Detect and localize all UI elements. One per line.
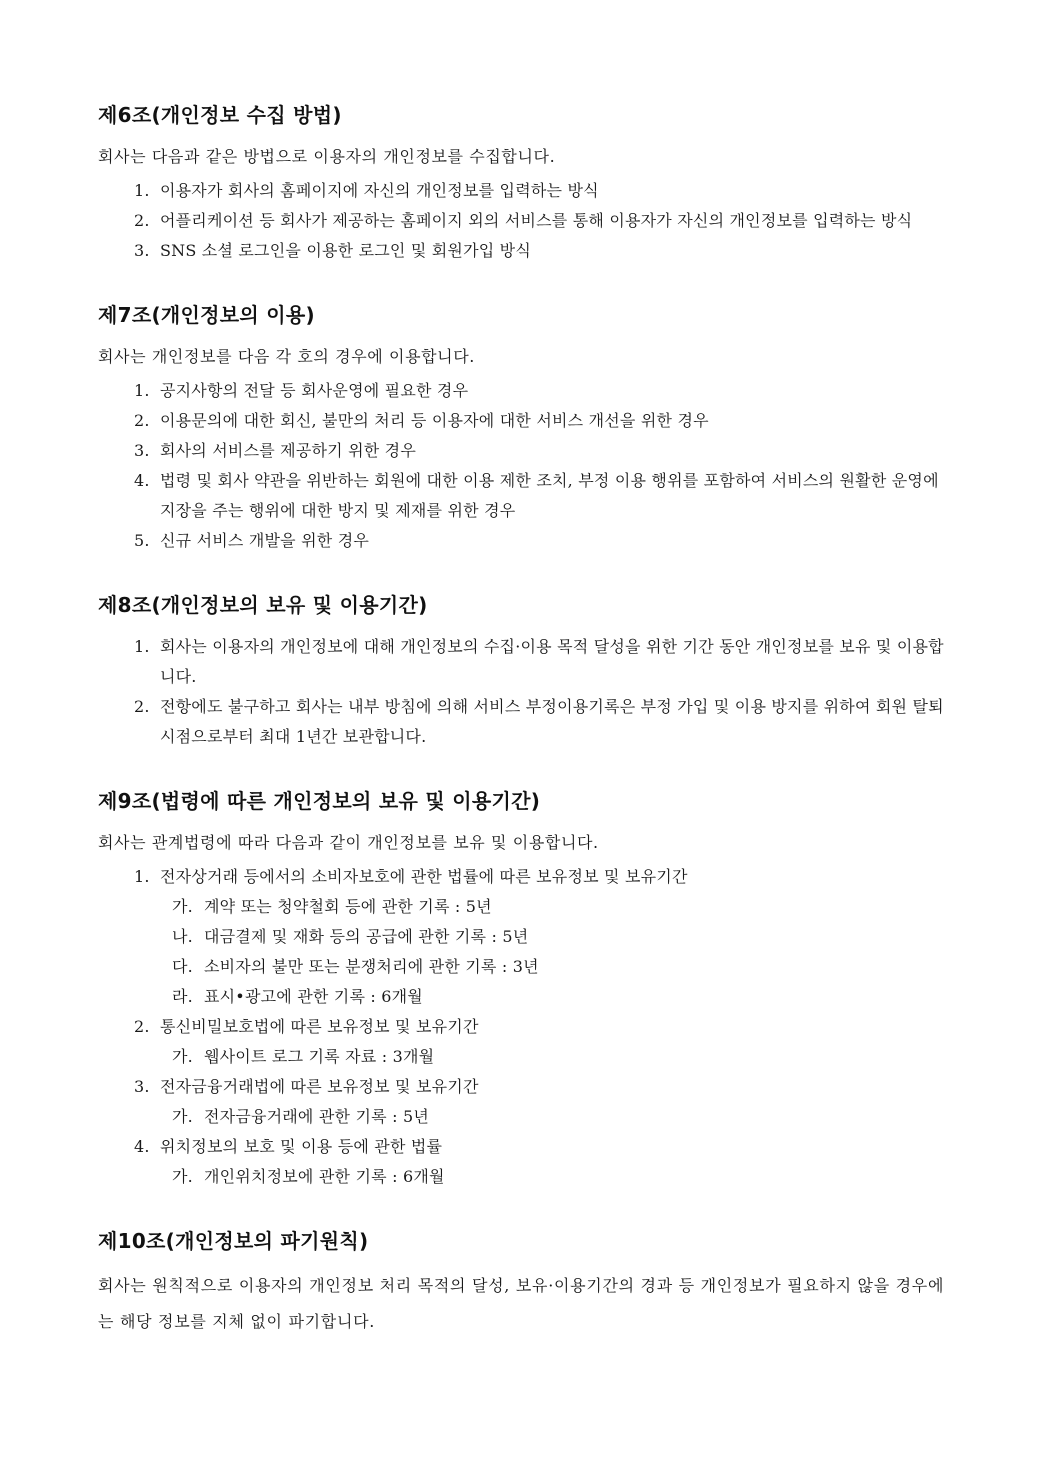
list-item <box>98 632 952 692</box>
sub-item-number: 가. <box>172 1107 193 1126</box>
sub-list-item <box>98 1162 952 1192</box>
sub-list-item <box>98 982 952 1012</box>
list-item <box>98 206 952 236</box>
article-paragraph: 회사는 원칙적으로 이용자의 개인정보 처리 목적의 달성, 보유·이용기간의 경과 등 개인정보가 필요하지 않을 경우에는 해당 정보를 지체 없이 파기합니다. <box>98 1276 945 1331</box>
sub-item-text: 표시•광고에 관한 기록 : 6개월 <box>204 987 423 1006</box>
list-item <box>98 1132 952 1162</box>
sub-list-item <box>98 1042 952 1072</box>
item-number: 2. <box>134 211 150 230</box>
article-10 <box>98 1226 952 1340</box>
item-number: 2. <box>134 411 150 430</box>
item-text: 신규 서비스 개발을 위한 경우 <box>160 531 370 550</box>
sub-item-number: 가. <box>172 897 193 916</box>
item-text: 법령 및 회사 약관을 위반하는 회원에 대한 이용 제한 조치, 부정 이용 행위를 포함하여 서비스의 원활한 운영에 지장을 주는 행위에 대한 방지 및 제재를 위한 경우 <box>160 471 939 520</box>
item-text: 이용문의에 대한 회신, 불만의 처리 등 이용자에 대한 서비스 개선을 위한 경우 <box>160 411 709 430</box>
item-text: 회사는 이용자의 개인정보에 대해 개인정보의 수집·이용 목적 달성을 위한 기간 동안 개인정보를 보유 및 이용합니다. <box>160 637 944 686</box>
item-number: 1. <box>134 181 150 200</box>
numbered-list <box>98 176 952 266</box>
sub-item-number: 나. <box>172 927 193 946</box>
item-text: 회사의 서비스를 제공하기 위한 경우 <box>160 441 416 460</box>
item-text: 이용자가 회사의 홈페이지에 자신의 개인정보를 입력하는 방식 <box>160 181 599 200</box>
item-text: 전자금융거래법에 따른 보유정보 및 보유기간 <box>160 1077 479 1096</box>
list-item <box>98 436 952 466</box>
list-item <box>98 466 952 526</box>
article-intro: 회사는 다음과 같은 방법으로 이용자의 개인정보를 수집합니다. <box>98 147 556 166</box>
numbered-list <box>98 632 952 752</box>
item-text: 위치정보의 보호 및 이용 등에 관한 법률 <box>160 1137 443 1156</box>
item-number: 3. <box>134 241 150 260</box>
sub-item-text: 계약 또는 청약철회 등에 관한 기록 : 5년 <box>204 897 492 916</box>
item-number: 3. <box>134 441 150 460</box>
list-item <box>98 526 952 556</box>
sub-item-text: 전자금융거래에 관한 기록 : 5년 <box>204 1107 429 1126</box>
list-item <box>98 376 952 406</box>
item-text: 전자상거래 등에서의 소비자보호에 관한 법률에 따른 보유정보 및 보유기간 <box>160 867 688 886</box>
sub-item-number: 다. <box>172 957 193 976</box>
list-item <box>98 1072 952 1102</box>
article-intro: 회사는 개인정보를 다음 각 호의 경우에 이용합니다. <box>98 347 475 366</box>
article-heading: 제9조(법령에 따른 개인정보의 보유 및 이용기간) <box>98 789 541 813</box>
item-number: 1. <box>134 381 150 400</box>
sub-item-text: 소비자의 불만 또는 분쟁처리에 관한 기록 : 3년 <box>204 957 539 976</box>
article-6 <box>98 100 952 266</box>
article-8 <box>98 590 952 752</box>
sub-item-text: 개인위치정보에 관한 기록 : 6개월 <box>204 1167 445 1186</box>
item-text: 통신비밀보호법에 따른 보유정보 및 보유기간 <box>160 1017 479 1036</box>
list-item <box>98 236 952 266</box>
item-number: 2. <box>134 1017 150 1036</box>
item-number: 4. <box>134 1137 150 1156</box>
article-heading: 제8조(개인정보의 보유 및 이용기간) <box>98 593 428 617</box>
article-heading: 제6조(개인정보 수집 방법) <box>98 103 342 127</box>
sub-item-number: 가. <box>172 1047 193 1066</box>
sub-list-item <box>98 922 952 952</box>
item-number: 2. <box>134 697 150 716</box>
item-number: 4. <box>134 471 150 490</box>
sub-list-item <box>98 892 952 922</box>
article-heading: 제10조(개인정보의 파기원칙) <box>98 1229 369 1253</box>
article-7 <box>98 300 952 556</box>
sub-list-item <box>98 952 952 982</box>
article-intro: 회사는 관계법령에 따라 다음과 같이 개인정보를 보유 및 이용합니다. <box>98 833 599 852</box>
item-text: SNS 소셜 로그인을 이용한 로그인 및 회원가입 방식 <box>160 241 531 260</box>
sub-list-item <box>98 1102 952 1132</box>
list-item <box>98 692 952 752</box>
article-9 <box>98 786 952 1192</box>
list-item <box>98 862 952 892</box>
numbered-list <box>98 376 952 556</box>
numbered-list <box>98 862 952 1192</box>
list-item <box>98 406 952 436</box>
sub-item-number: 가. <box>172 1167 193 1186</box>
item-number: 1. <box>134 637 150 656</box>
item-number: 1. <box>134 867 150 886</box>
item-text: 전항에도 불구하고 회사는 내부 방침에 의해 서비스 부정이용기록은 부정 가입 및 이용 방지를 위하여 회원 탈퇴 시점으로부터 최대 1년간 보관합니다. <box>160 697 944 746</box>
sub-item-text: 웹사이트 로그 기록 자료 : 3개월 <box>204 1047 435 1066</box>
item-number: 3. <box>134 1077 150 1096</box>
list-item <box>98 176 952 206</box>
list-item <box>98 1012 952 1042</box>
item-text: 공지사항의 전달 등 회사운영에 필요한 경우 <box>160 381 469 400</box>
sub-item-text: 대금결제 및 재화 등의 공급에 관한 기록 : 5년 <box>204 927 529 946</box>
item-text: 어플리케이션 등 회사가 제공하는 홈페이지 외의 서비스를 통해 이용자가 자신의 개인정보를 입력하는 방식 <box>160 211 913 230</box>
item-number: 5. <box>134 531 150 550</box>
sub-item-number: 라. <box>172 987 193 1006</box>
article-heading: 제7조(개인정보의 이용) <box>98 303 315 327</box>
